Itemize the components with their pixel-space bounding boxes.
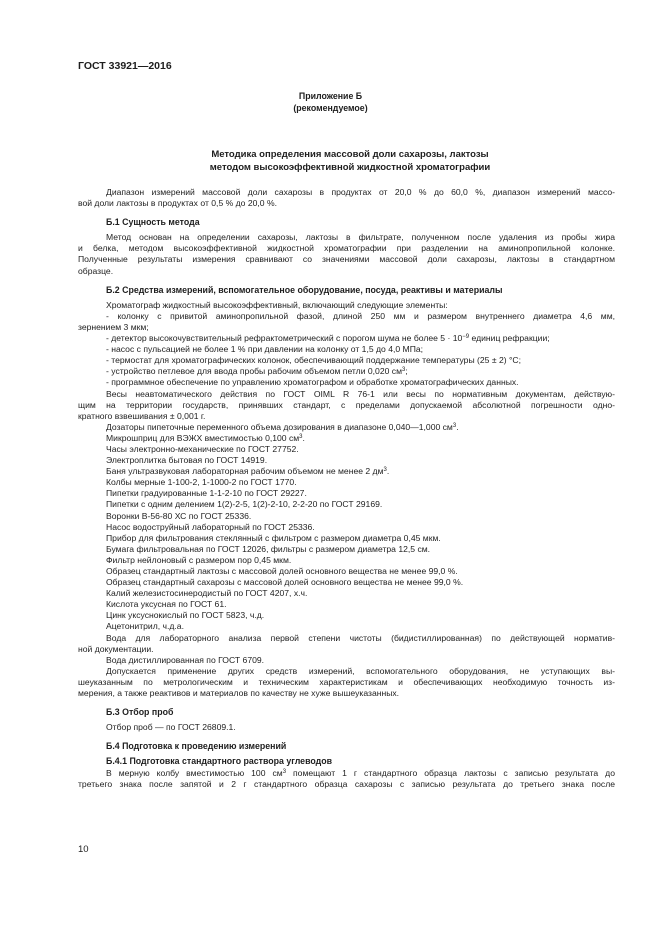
list-item: ной документации. [78, 643, 154, 654]
list-item [78, 422, 615, 433]
list-item: Насос водоструйный лабораторный по ГОСТ 25336. [106, 521, 315, 532]
paragraph-line: Отбор проб — по ГОСТ 26809.1. [106, 722, 236, 733]
paragraph-line: Метод основан на определении сахарозы, лактозы в фильтрате, полученном после удаления из пробы жира [106, 232, 615, 243]
list-item: Часы электронно-механические по ГОСТ 27752. [106, 443, 299, 454]
list-item [78, 466, 615, 477]
loop-text-end: ; [405, 366, 408, 377]
list-item: зернением 3 мкм; [78, 321, 149, 332]
appendix-label: Приложение Б [298, 91, 363, 101]
subsection-heading-b41: Б.4.1 Подготовка стандартного раствора углеводов [106, 756, 332, 767]
list-item [78, 366, 615, 377]
list-item: Пипетки с одним делением 1(2)-2-5, 1(2)-2-10, 2-2-20 по ГОСТ 29169. [106, 499, 383, 510]
paragraph-line: третьего знака после запятой и 2 г стандартного образца сахарозы с записью результата до третьего знака после [78, 778, 615, 789]
section-heading-b1: Б.1 Сущность метода [106, 217, 200, 228]
paragraph-line [78, 768, 615, 779]
syringe-text-end: . [302, 432, 305, 443]
dispenser-text-end: . [456, 421, 459, 432]
title-line-2: методом высокоэффективной жидкостной хроматографии [209, 162, 491, 173]
list-item: Фильтр нейлоновый с размером пор 0,45 мкм. [106, 554, 292, 565]
list-item: Прибор для фильтрования стеклянный с фильтром с размером диаметра 0,45 мкм. [106, 532, 441, 543]
paragraph-line: Допускается применение других средств измерений, вспомогательного оборудования, не уступающих вы- [106, 665, 615, 676]
list-item [78, 333, 615, 344]
document-body [78, 187, 615, 790]
dispenser-text: Дозаторы пипеточные переменного объема дозирования в диапазоне 0,040—1,000 см [106, 421, 453, 432]
detector-text-end: единиц рефракции; [469, 333, 550, 344]
list-item: Образец стандартный сахарозы с массовой долей основного вещества не менее 99,0 %. [106, 577, 464, 588]
list-item: кратного взвешивания ± 0,001 г. [78, 410, 206, 421]
list-item: Вода для лабораторного анализа первой степени чистоты (бидистиллированная) по действующей норматив- [106, 632, 615, 643]
exponent: −9 [462, 334, 470, 341]
list-item: Кислота уксусная по ГОСТ 61. [106, 599, 227, 610]
list-item: Пипетки градуированные 1-1-2-10 по ГОСТ 29227. [106, 488, 307, 499]
list-item: Воронки В-56-80 ХС по ГОСТ 25336. [106, 510, 252, 521]
list-item [78, 433, 615, 444]
document-code: ГОСТ 33921—2016 [78, 60, 172, 72]
list-item: Образец стандартный лактозы с массовой долей основного вещества не менее 99,0 %. [106, 566, 458, 576]
bath-text-end: . [386, 466, 390, 477]
intro-line: вой доли лактозы в продуктах от 0,5 % до 20,0 %. [78, 198, 277, 209]
list-item: Ацетонитрил, ч.д.а. [106, 621, 184, 632]
page-number: 10 [78, 844, 89, 855]
list-item: Хроматограф жидкостный высокоэффективный, включающий следующие элементы: [106, 299, 448, 310]
syringe-text: Микрошприц для ВЭЖХ вместимостью 0,100 см [106, 432, 300, 443]
list-item: Цинк уксуснокислый по ГОСТ 5823, ч.д. [106, 610, 265, 621]
flask-text: В мерную колбу вместимостью 100 см [106, 767, 283, 778]
list-item: Калий железистосинеродистый по ГОСТ 4207, х.ч. [106, 588, 308, 599]
exponent: 3 [299, 433, 303, 440]
title-line-1: Методика определения массовой доли сахарозы, лактозы [211, 149, 489, 160]
appendix-status: (рекомендуемое) [293, 103, 368, 113]
section-heading-b2: Б.2 Средства измерений, вспомогательное оборудование, посуда, реактивы и материалы [106, 284, 503, 295]
list-item: Вода дистиллированная по ГОСТ 6709. [106, 654, 265, 665]
paragraph-line: и белка, методом высокоэффективной жидкостной хроматографии при разделении на аминопропильной колонке. [78, 243, 615, 254]
exponent: 3 [383, 467, 387, 474]
detector-text: - детектор высокочувствительный рефрактометрический с порогом шума не более 5 · 10 [106, 333, 463, 344]
paragraph-line: образце. [78, 265, 114, 276]
list-item: Весы неавтоматического действия по ГОСТ OIML R 76-1 или весы по нормативным документам, действую- [106, 388, 615, 399]
list-item: - колонку с привитой аминопропильной фазой, длиной 250 мм и размером внутреннего диаметра 4,6 мм, [106, 310, 615, 321]
section-heading-b4: Б.4 Подготовка к проведению измерений [106, 741, 287, 752]
exponent: 3 [452, 422, 457, 429]
exponent: 3 [282, 768, 287, 775]
loop-text: - устройство петлевое для ввода пробы рабочим объемом петли 0,020 см [106, 366, 402, 377]
bath-text: Баня ультразвуковая лабораторная рабочим объемом не менее 2 дм [106, 466, 384, 477]
list-item: - термостат для хроматографических колонок, обеспечивающий поддержание температуры (25 ± 2) °С; [106, 355, 521, 366]
list-item: - насос с пульсацией не более 1 % при давлении на колонку от 1,5 до 4,0 МПа; [106, 344, 424, 355]
list-item: Электроплитка бытовая по ГОСТ 14919. [106, 455, 268, 466]
list-item: Бумага фильтровальная по ГОСТ 12026, фильтры с размером диаметра 12,5 см. [106, 543, 431, 554]
list-item: Колбы мерные 1-100-2, 1-1000-2 по ГОСТ 1770. [106, 477, 297, 488]
paragraph-line: мерения, а также реактивов и материалов по качеству не хуже вышеуказанных. [78, 688, 400, 699]
paragraph-line: шеуказанным по метрологическим и техническим характеристикам и обеспечивающих необходимую точность из- [78, 676, 615, 687]
intro-line: Диапазон измерений массовой доли сахарозы в продуктах от 20,0 % до 60,0 %, диапазон измерений массо- [106, 187, 615, 197]
flask-text-end: помещают 1 г стандартного образца лактозы с записью результата до [286, 767, 615, 778]
list-item: щим на территории государств, принявших стандарт, с пределами допускаемой абсолютной погрешности одно- [78, 399, 615, 410]
paragraph-line: Полученные результаты измерения сравнивают со значениями массовой доли сахарозы, лактозы в стандартном [78, 254, 615, 265]
exponent: 3 [401, 367, 406, 374]
list-item: - программное обеспечение по управлению хроматографом и обработке хроматографических данных. [106, 377, 519, 388]
section-heading-b3: Б.3 Отбор проб [106, 707, 174, 718]
